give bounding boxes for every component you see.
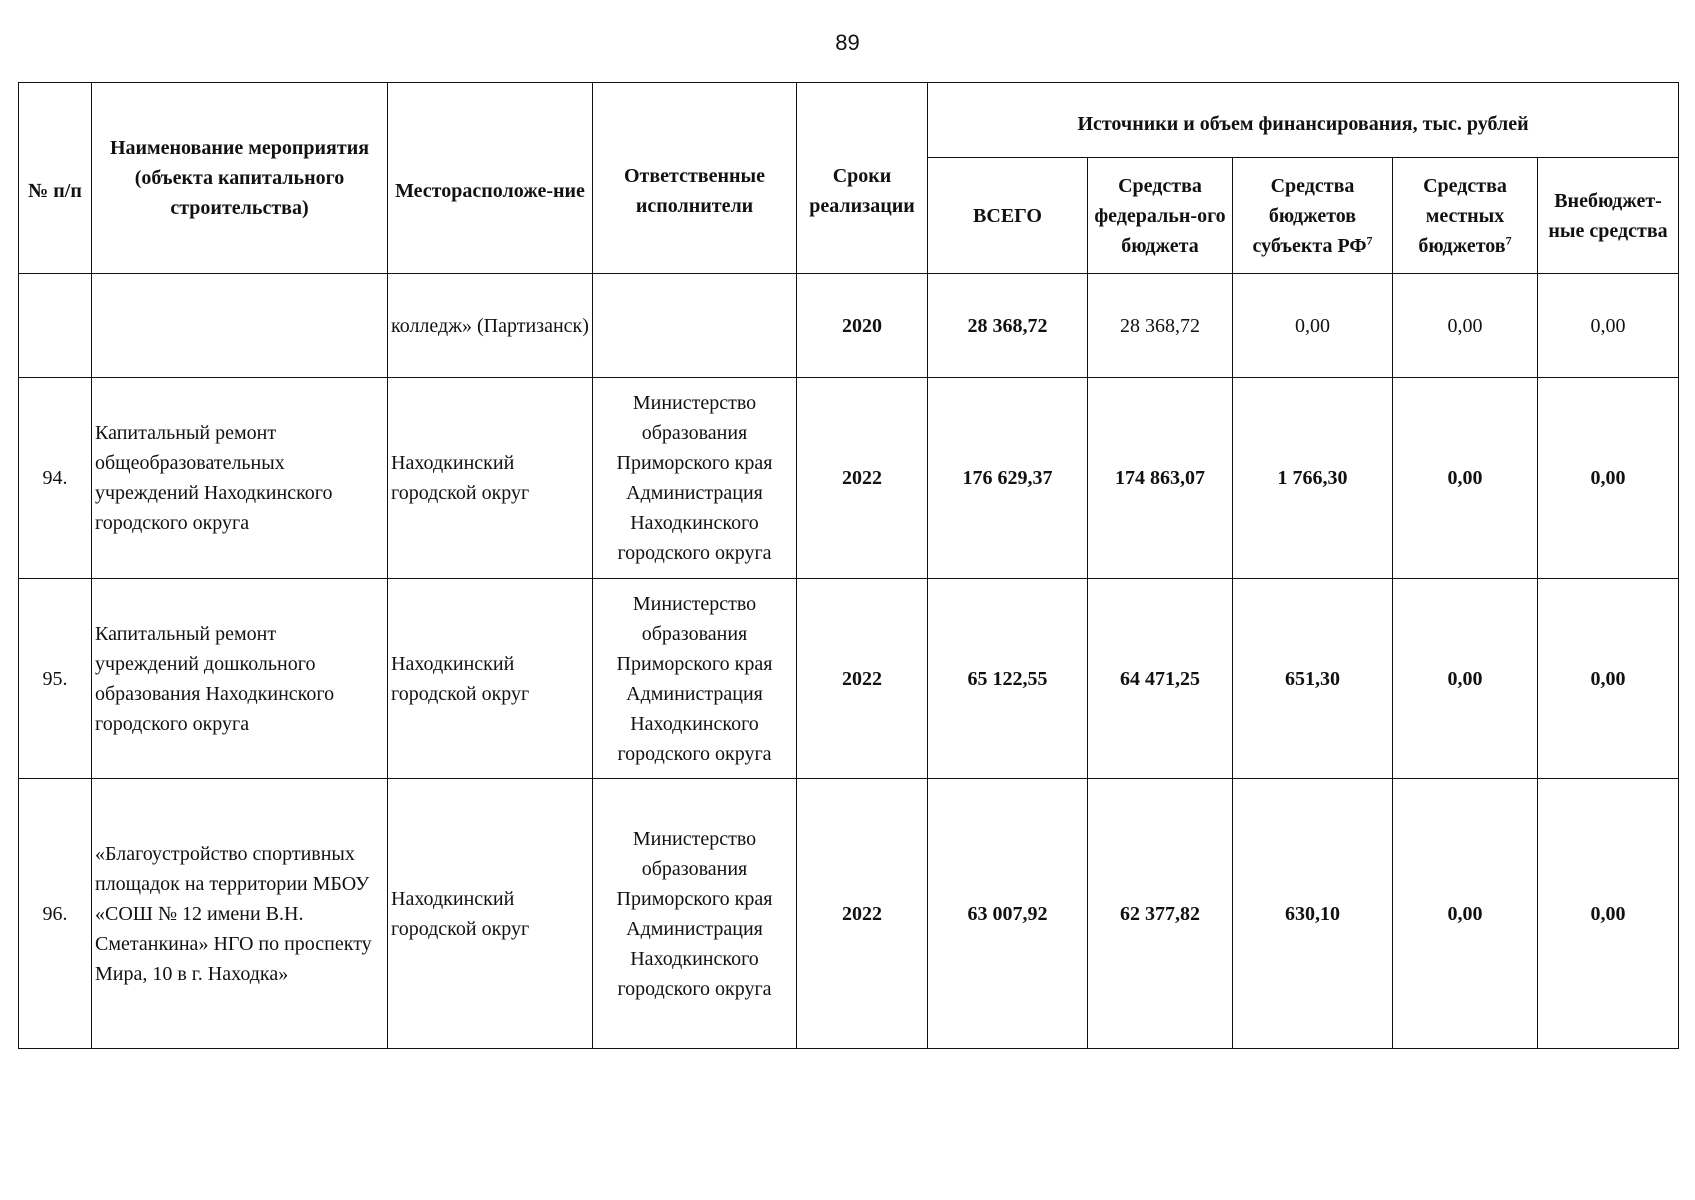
table-row [19,274,1679,378]
funding-table [18,82,1679,1049]
col-header-federal: Средства федеральн-ого бюджета [1088,158,1233,274]
cell-offbudget: 0,00 [1538,274,1679,378]
cell-federal: 62 377,82 [1088,779,1233,1049]
cell-executors: Министерство образования Приморского края Администрация Находкинского городского округа [593,779,797,1049]
col-header-executors: Ответственные исполнители [593,83,797,274]
cell-federal: 64 471,25 [1088,579,1233,779]
cell-total: 176 629,37 [928,378,1088,579]
cell-federal: 174 863,07 [1088,378,1233,579]
cell-regional: 1 766,30 [1233,378,1393,579]
cell-local: 0,00 [1393,579,1538,779]
cell-location: колледж» (Партизанск) [388,274,593,378]
cell-federal: 28 368,72 [1088,274,1233,378]
cell-num: 96. [19,779,92,1049]
cell-regional: 630,10 [1233,779,1393,1049]
col-header-local-footnote: 7 [1505,232,1512,247]
cell-location: Находкинский городской округ [388,779,593,1049]
cell-total: 63 007,92 [928,779,1088,1049]
cell-name: Капитальный ремонт учреждений дошкольного образования Находкинского городского округа [92,579,388,779]
table-row [19,779,1679,1049]
page-number: 89 [835,30,860,55]
cell-offbudget: 0,00 [1538,378,1679,579]
cell-name [92,274,388,378]
col-header-local [1393,158,1538,274]
cell-total: 65 122,55 [928,579,1088,779]
col-header-total: ВСЕГО [928,158,1088,274]
cell-num [19,274,92,378]
col-header-offbudget: Внебюджет-ные средства [1538,158,1679,274]
col-header-funding-group: Источники и объем финансирования, тыс. рублей [928,83,1679,158]
cell-period: 2020 [797,274,928,378]
table-row [19,378,1679,579]
cell-executors: Министерство образования Приморского края Администрация Находкинского городского округа [593,579,797,779]
cell-local: 0,00 [1393,274,1538,378]
cell-location: Находкинский городской округ [388,378,593,579]
cell-local: 0,00 [1393,378,1538,579]
col-header-num: № п/п [19,83,92,274]
col-header-regional [1233,158,1393,274]
col-header-local-text: Средства местных бюджетов [1418,174,1507,257]
cell-regional: 651,30 [1233,579,1393,779]
col-header-period: Сроки реализации [797,83,928,274]
col-header-regional-text: Средства бюджетов субъекта РФ [1252,174,1367,257]
col-header-location: Месторасположе-ние [388,83,593,274]
cell-period: 2022 [797,378,928,579]
cell-total: 28 368,72 [928,274,1088,378]
cell-period: 2022 [797,579,928,779]
header-row-top [19,83,1679,158]
table-row [19,579,1679,779]
cell-offbudget: 0,00 [1538,579,1679,779]
cell-offbudget: 0,00 [1538,779,1679,1049]
cell-regional: 0,00 [1233,274,1393,378]
cell-executors: Министерство образования Приморского края Администрация Находкинского городского округа [593,378,797,579]
col-header-name: Наименование мероприятия (объекта капитального строительства) [92,83,388,274]
cell-location: Находкинский городской округ [388,579,593,779]
cell-executors [593,274,797,378]
cell-num: 95. [19,579,92,779]
cell-local: 0,00 [1393,779,1538,1049]
col-header-regional-footnote: 7 [1366,232,1373,247]
cell-period: 2022 [797,779,928,1049]
cell-num: 94. [19,378,92,579]
cell-name: «Благоустройство спортивных площадок на территории МБОУ «СОШ № 12 имени В.Н. Сметанкина» НГО по проспекту Мира, 10 в г. Находка» [92,779,388,1049]
cell-name: Капитальный ремонт общеобразовательных учреждений Находкинского городского округа [92,378,388,579]
